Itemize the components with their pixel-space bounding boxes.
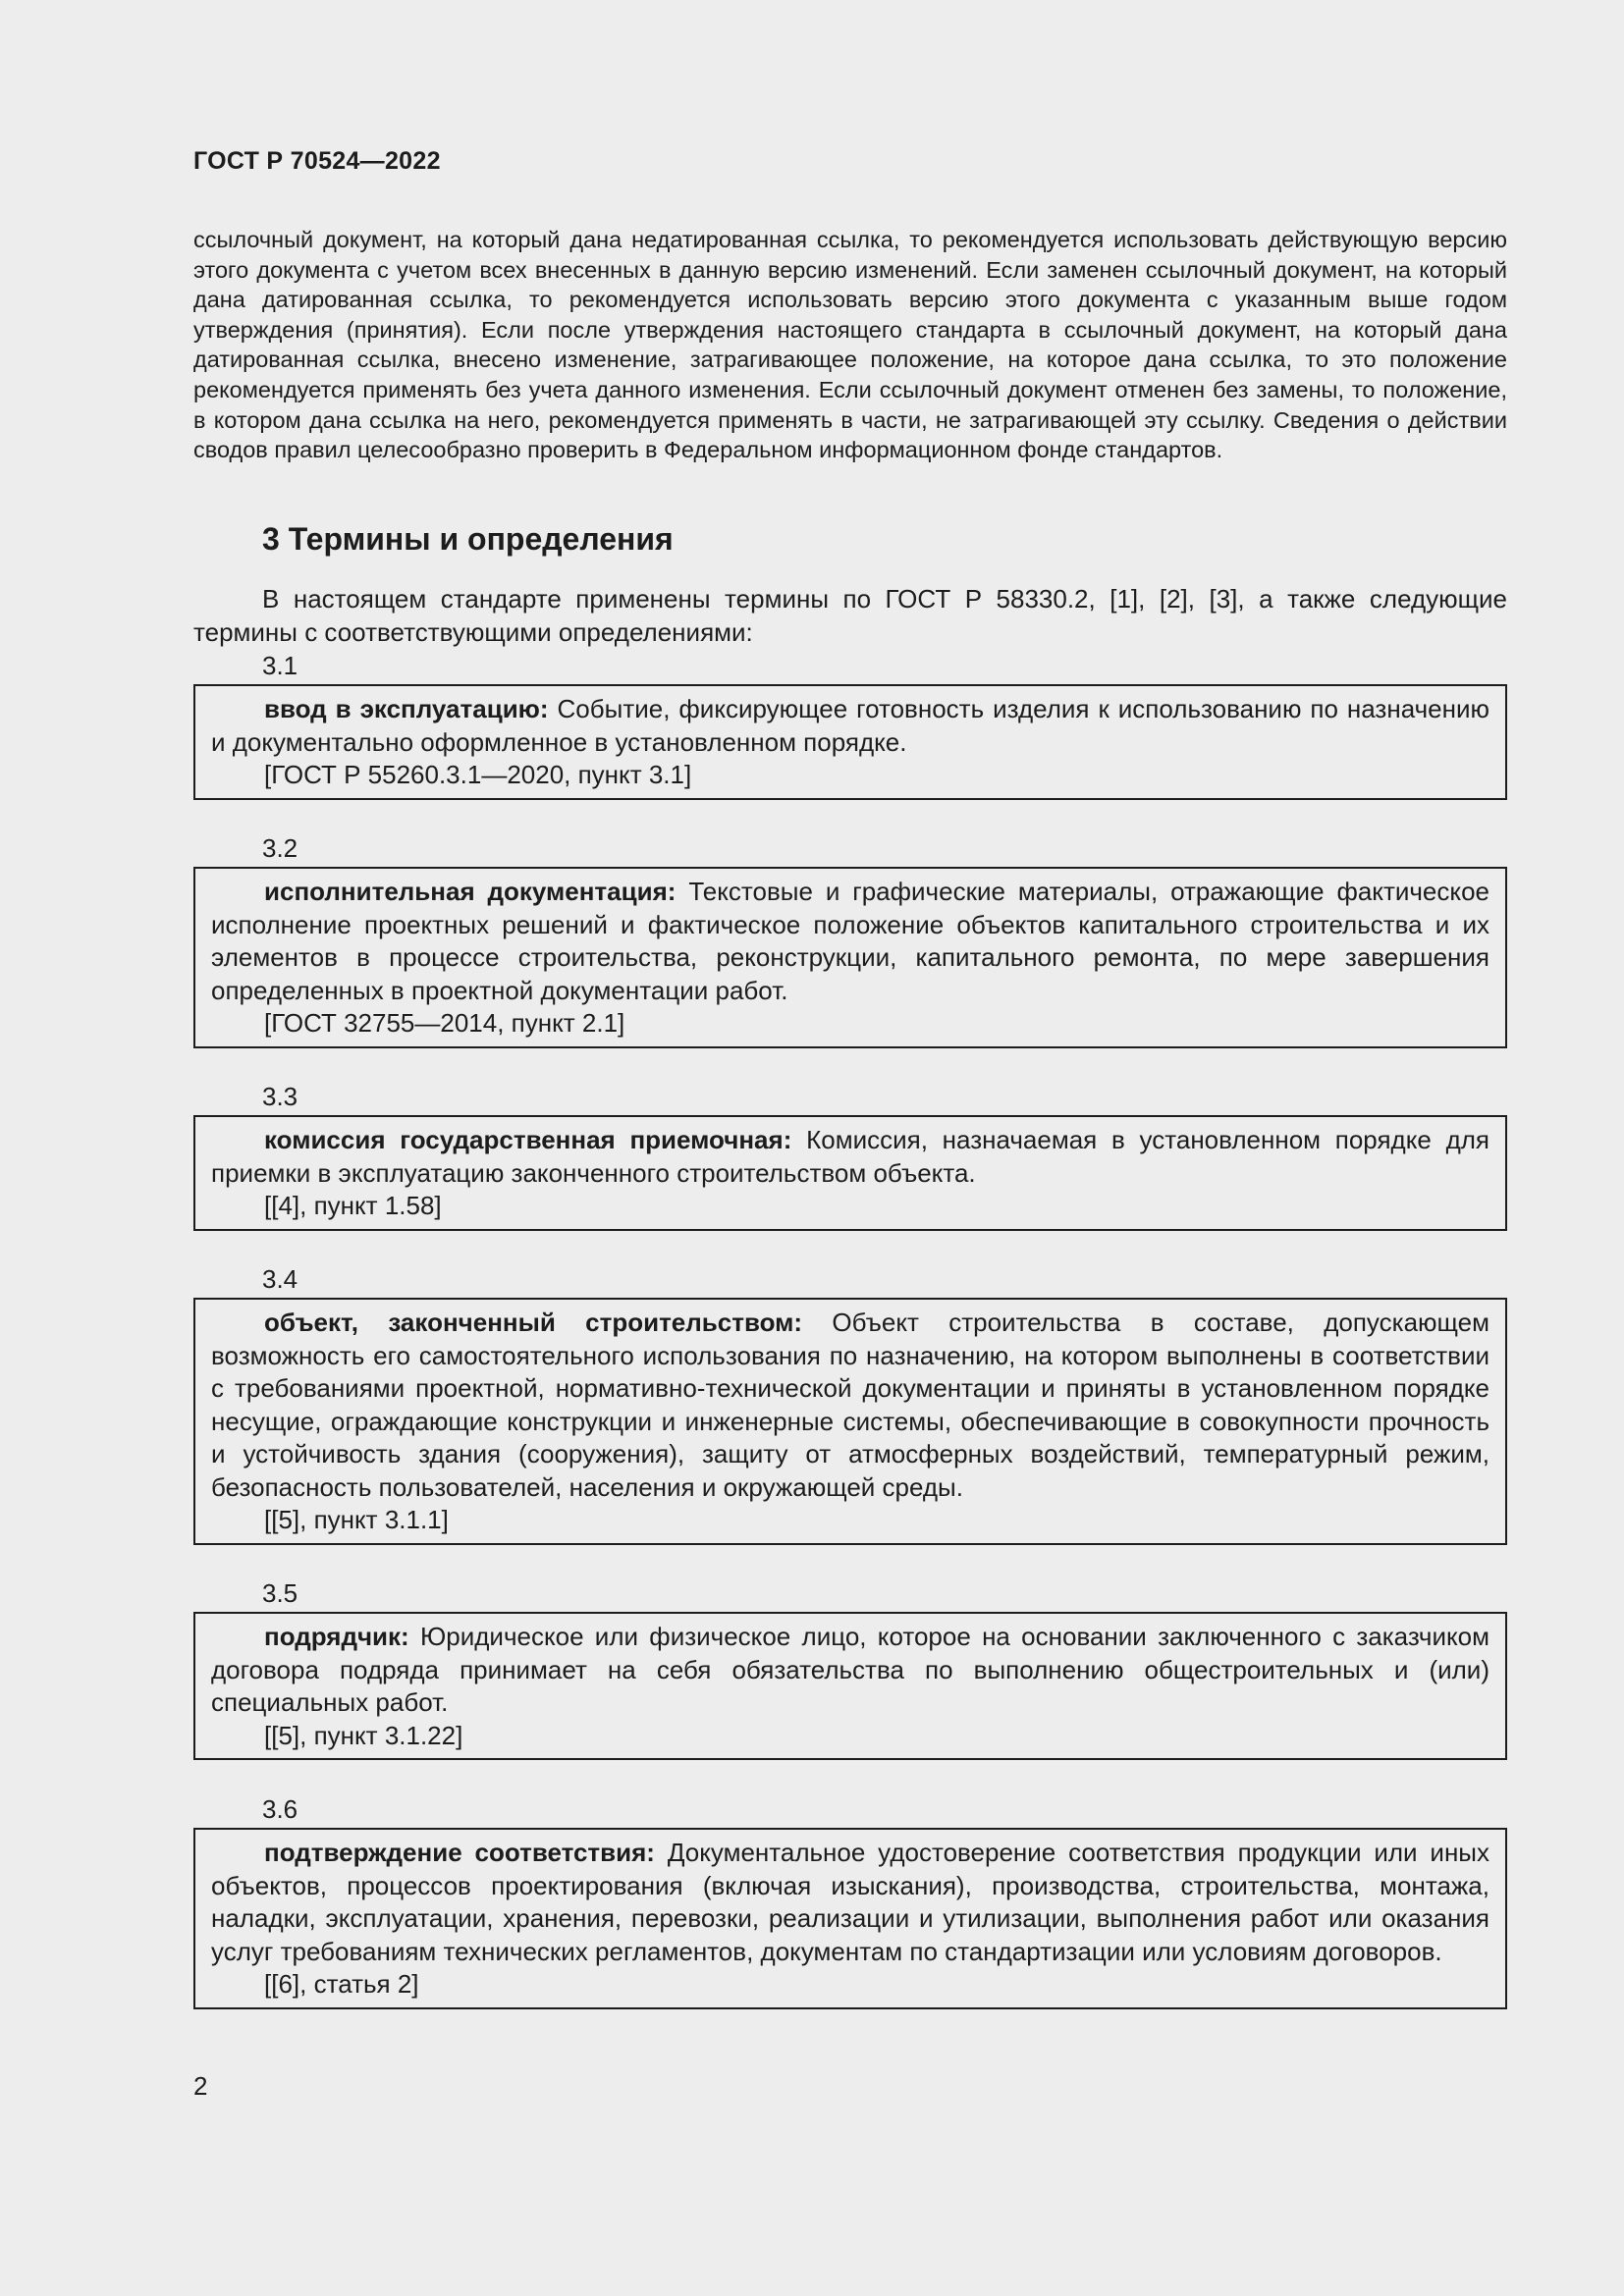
document-code-header: ГОСТ Р 70524—2022 [193, 147, 441, 175]
term-name: исполнительная документация: [264, 877, 677, 906]
term-name: объект, законченный строительством: [264, 1308, 803, 1337]
term-number: 3.4 [262, 1264, 298, 1294]
term-name: подтверждение соответствия: [264, 1838, 655, 1867]
section-title: 3 Термины и определения [262, 521, 674, 557]
term-definition-paragraph [211, 876, 1489, 1007]
term-definition-paragraph [211, 1837, 1489, 1968]
term-definition: Юридическое или физическое лицо, которое на основании заключенного с заказчиком договора подряда принимает на себя обязательства по выполнению общестроительных и (или) специальных работ. [211, 1622, 1489, 1717]
term-source: [[4], пункт 1.58] [264, 1191, 442, 1220]
term-source: [ГОСТ 32755—2014, пункт 2.1] [264, 1008, 625, 1038]
term-definition-paragraph [211, 693, 1489, 759]
term-number: 3.3 [262, 1082, 298, 1111]
term-name: ввод в эксплуатацию: [264, 694, 549, 723]
term-number: 3.2 [262, 833, 298, 863]
term-number: 3.5 [262, 1578, 298, 1608]
term-definition-paragraph [211, 1124, 1489, 1190]
term-definition: Документальное удостоверение соответствия продукции или иных объектов, процессов проектирования (включая изыскания), производства, строительства, монтажа, наладки, эксплуатации, хранения, перевозки, реализации и утилизации, выполнения работ или оказания услуг требованиям технических регламентов, документам по стандартизации или условиям договоров. [211, 1838, 1489, 1966]
term-definition-paragraph [211, 1621, 1489, 1720]
term-number: 3.6 [262, 1794, 298, 1824]
term-definition: Событие, фиксирующее готовность изделия к использованию по назначению и документально оформленное в установленном порядке. [211, 694, 1489, 757]
term-entry-box [193, 1298, 1507, 1545]
term-entry-box [193, 1612, 1507, 1760]
term-definition: Комиссия, назначаемая в установленном порядке для приемки в эксплуатацию законченного строительством объекта. [211, 1125, 1490, 1188]
term-name: комиссия государственная приемочная: [264, 1125, 792, 1154]
term-entry-box [193, 867, 1507, 1048]
intro-paragraph: ссылочный документ, на который дана недатированная ссылка, то рекомендуется использовать действующую версию этого документа с учетом всех внесенных в данную версию изменений. Если заменен ссылочный документ, на который дана датированная ссылка, то рекомендуется использовать версию этого документа с указанным выше годом утверждения (принятия). Если после утверждения настоящего стандарта в ссылочный документ, на который дана датированная ссылка, внесено изменение, затрагивающее положение, на которое дана ссылка, то это положение рекомендуется применять без учета данного изменения. Если ссылочный документ отменен без замены, то положение, в котором дана ссылка на него, рекомендуется применять в части, не затрагивающей эту ссылку. Сведения о действии сводов правил целесообразно проверить в Федеральном информационном фонде стандартов. [193, 227, 1507, 463]
term-source: [[5], пункт 3.1.22] [264, 1720, 463, 1750]
term-definition: Текстовые и графические материалы, отражающие фактическое исполнение проектных решений и фактическое положение объектов капитального строительства и их элементов в процессе строительства, реконструкции, капитального ремонта, по мере завершения определенных в проектной документации работ. [211, 877, 1489, 1005]
term-definition-paragraph [211, 1307, 1489, 1504]
term-name: подрядчик: [264, 1622, 409, 1651]
term-entry-box [193, 1115, 1507, 1231]
term-entry-box [193, 1828, 1507, 2009]
term-source: [ГОСТ Р 55260.3.1—2020, пункт 3.1] [264, 760, 692, 789]
section-intro: В настоящем стандарте применены термины по ГОСТ Р 58330.2, [1], [2], [3], а также следующие термины с соответствующими определениями: [193, 584, 1507, 647]
term-number: 3.1 [262, 651, 298, 680]
term-source: [[5], пункт 3.1.1] [264, 1505, 449, 1534]
term-entry-box [193, 684, 1507, 800]
term-definition: Объект строительства в составе, допускающем возможность его самостоятельного использования по назначению, на котором выполнены в соответствии с требованиями проектной, нормативно-технической документации и приняты в установленном порядке несущие, ограждающие конструкции и инженерные системы, обеспечивающие в совокупности прочность и устойчивость здания (сооружения), защиту от атмосферных воздействий, температурный режим, безопасность пользователей, населения и окружающей среды. [211, 1308, 1489, 1502]
page-number: 2 [193, 2071, 208, 2101]
term-source: [[6], статья 2] [264, 1969, 419, 1999]
